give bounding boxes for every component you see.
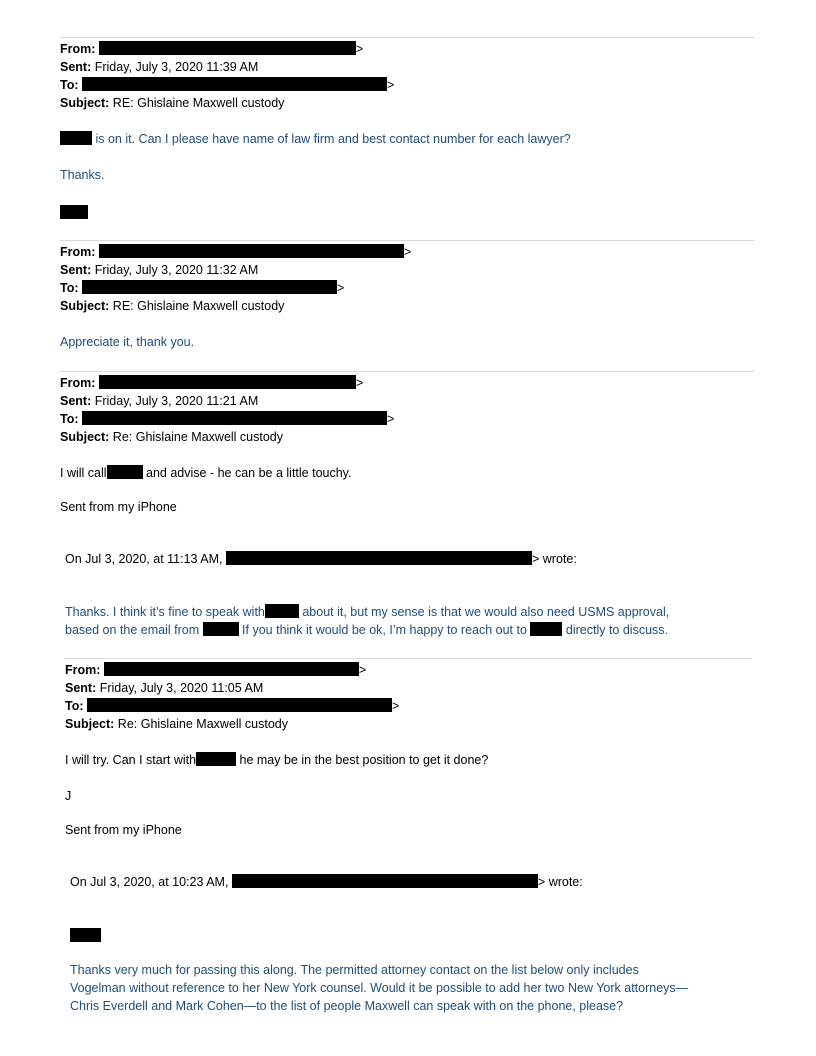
to-line [60,77,394,93]
message-body: Appreciate it, thank you. [60,335,195,349]
redaction [107,465,143,479]
redaction [104,662,359,676]
subject-label: Subject: [60,96,110,110]
sent-label: Sent: [60,60,92,74]
angle-bracket: > [355,376,364,390]
divider [60,371,755,372]
subject-value: RE: Ghislaine Maxwell custody [112,299,285,313]
angle-bracket: > [337,281,345,295]
subject-label: Subject: [60,430,110,444]
from-label: From: [60,245,96,259]
from-line [60,375,363,391]
from-line [65,662,366,678]
message-body: I will call and advise - he can be a little touchy. [60,466,352,480]
from-label: From: [65,663,101,677]
angle-bracket: > [358,663,367,677]
subject-value: Re: Ghislaine Maxwell custody [117,717,289,731]
from-label: From: [60,42,96,56]
to-line [60,280,344,296]
message-body: is on it. Can I please have name of law firm and best contact number for each lawyer? [60,131,571,147]
angle-bracket: > [392,699,400,713]
sent-value: Friday, July 3, 2020 11:39 AM [94,60,259,74]
sent-line [60,262,258,278]
to-label: To: [60,412,79,426]
subject-line [60,298,284,314]
sent-line [60,59,258,75]
to-label: To: [60,78,79,92]
subject-value: Re: Ghislaine Maxwell custody [112,430,284,444]
message-body: I will try. Can I start with he may be in the best position to get it done? [65,753,489,767]
subject-label: Subject: [65,717,115,731]
angle-bracket: > [355,42,364,56]
redaction [99,41,356,55]
redaction [82,280,337,294]
sent-label: Sent: [60,263,92,277]
redaction [265,604,299,618]
redacted-salutation [70,928,101,942]
from-line [60,41,363,57]
redaction [196,752,236,766]
redaction [99,244,404,258]
to-line [60,411,394,427]
sent-label: Sent: [65,681,97,695]
message-body: Thanks. I think it’s fine to speak with about it, but my sense is that we would also need USMS approval, [65,605,670,619]
from-label: From: [60,376,96,390]
sent-line [65,680,263,696]
message-body: based on the email from If you think it would be ok, I’m happy to reach out to directly to discuss. [65,623,668,637]
from-line [60,244,411,260]
redaction [82,77,387,91]
sent-value: Friday, July 3, 2020 11:21 AM [94,394,259,408]
redacted-signature [60,205,88,219]
subject-line [60,429,283,445]
signature: Sent from my iPhone [65,823,182,837]
initial: J [65,789,72,803]
redaction [530,622,562,636]
subject-line [65,716,288,732]
quote-header: On Jul 3, 2020, at 11:13 AM, > wrote: [65,552,577,566]
to-label: To: [65,699,84,713]
angle-bracket: > [387,78,395,92]
quote-header: On Jul 3, 2020, at 10:23 AM, > wrote: [70,875,583,889]
sent-value: Friday, July 3, 2020 11:32 AM [94,263,259,277]
redaction [226,551,532,565]
redaction [82,411,387,425]
angle-bracket: > [387,412,395,426]
redaction [232,874,538,888]
to-label: To: [60,281,79,295]
divider [60,240,755,241]
sent-line [60,393,258,409]
redaction [203,622,239,636]
redaction [60,131,92,145]
sent-value: Friday, July 3, 2020 11:05 AM [99,681,264,695]
to-line [65,698,399,714]
signature: Sent from my iPhone [60,500,177,514]
divider [65,658,751,659]
message-body: Vogelman without reference to her New York counsel. Would it be possible to add her two New York attorneys— [70,981,689,995]
sent-label: Sent: [60,394,92,408]
subject-value: RE: Ghislaine Maxwell custody [112,96,285,110]
message-body: Thanks very much for passing this along. The permitted attorney contact on the list below only includes [70,963,639,977]
divider [60,37,755,38]
subject-label: Subject: [60,299,110,313]
message-body: Thanks. [60,168,105,182]
message-body: Chris Everdell and Mark Cohen—to the list of people Maxwell can speak with on the phone, please? [70,999,624,1013]
angle-bracket: > [403,245,412,259]
subject-line [60,95,284,111]
redaction [99,375,356,389]
redaction [87,698,392,712]
